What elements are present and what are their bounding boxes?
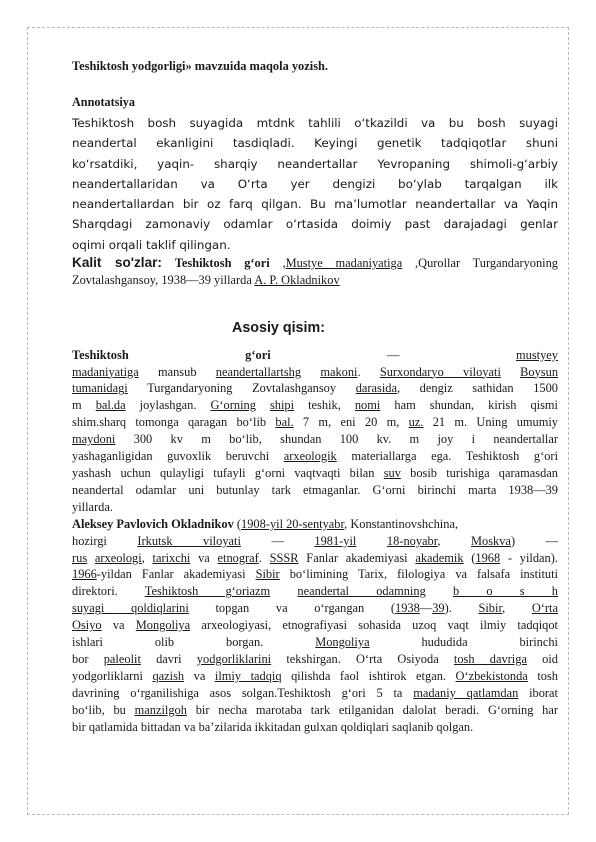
term-bold: Teshiktosh g‘ori xyxy=(72,347,271,362)
text-run: ) — xyxy=(510,533,558,548)
inline-link[interactable]: O‘rta xyxy=(531,601,558,616)
text-run: bo‘lib, bu xyxy=(72,702,135,717)
body-line xyxy=(72,465,558,482)
keyword-term: Teshiktosh g‘ori xyxy=(174,256,270,271)
text-run: 7 m, eni 20 m, xyxy=(293,415,409,430)
text-run: teshik, xyxy=(294,398,355,413)
inline-link[interactable]: 1966 xyxy=(72,567,97,582)
body-text xyxy=(72,347,558,736)
inline-link[interactable]: O‘zbekistonda xyxy=(455,668,528,683)
body-line xyxy=(72,550,558,567)
text-run: va xyxy=(101,618,136,633)
body-line xyxy=(72,651,558,668)
inline-link[interactable]: suyagi qoldiqlarini xyxy=(72,601,189,616)
inline-link[interactable]: 1968 xyxy=(475,550,501,565)
inline-link[interactable]: mustyey xyxy=(516,347,559,362)
inline-link[interactable]: makoni xyxy=(320,364,358,379)
inline-link[interactable]: Mongoliya xyxy=(135,618,191,633)
body-line xyxy=(72,516,558,533)
inline-link[interactable]: bal. xyxy=(275,415,294,430)
text-run xyxy=(301,365,320,379)
text-run: ham shundan, kirish qismi xyxy=(380,398,558,413)
body-line xyxy=(72,634,558,651)
text-run: tosh xyxy=(527,668,558,683)
inline-link[interactable]: maydoni xyxy=(72,432,116,447)
body-line: bir qatlamida bittadan va ba’zilarida ikkitadan gulxan qoldiqlari saqlanib qolgan. xyxy=(72,719,474,734)
text-run: qilishda faol ishtirok etgan. xyxy=(281,668,456,683)
text-run: Fanlar akademiyasi xyxy=(298,550,416,565)
inline-link[interactable]: Sibir xyxy=(478,601,503,616)
annotation-line: Teshiktosh bosh suyagida mtdnk tahlili o‘tkazildi va bu bosh suyagi xyxy=(72,116,558,130)
inline-link[interactable]: etnograf xyxy=(217,550,259,565)
inline-link[interactable]: bal.da xyxy=(95,398,126,413)
text-run: oid xyxy=(526,651,558,666)
body-line xyxy=(72,600,558,617)
inline-link[interactable]: 1981-yil xyxy=(314,533,357,548)
text-run: — xyxy=(419,601,433,616)
inline-link[interactable]: darasida xyxy=(355,381,397,396)
text-run: -yildan Fanlar akademiyasi xyxy=(96,567,256,582)
text-run: ishlari olib borgan. xyxy=(72,635,316,650)
text-run: , xyxy=(502,601,532,616)
inline-link[interactable]: tarixchi xyxy=(152,550,191,565)
text-run: joylashgan. xyxy=(125,398,211,413)
text-run: direktori. xyxy=(72,584,145,599)
annotation-line: oqimi orqali taklif qilingan. xyxy=(72,237,231,252)
body-line: yillarda. xyxy=(72,499,113,514)
inline-link[interactable]: b o s h xyxy=(452,584,558,599)
text-run: va xyxy=(184,668,215,683)
text-run: ( xyxy=(233,516,242,531)
inline-link[interactable]: suv xyxy=(383,466,401,481)
body-line xyxy=(72,702,558,719)
keywords-paragraph xyxy=(72,255,558,289)
body-line xyxy=(72,414,558,431)
text-run: m xyxy=(72,398,96,413)
text-run: hozirgi xyxy=(72,533,138,548)
inline-link[interactable]: tosh davriga xyxy=(453,651,527,666)
term-bold: Aleksey Pavlovich Okladnikov xyxy=(72,516,234,531)
inline-link[interactable]: arxeologi xyxy=(94,550,142,565)
text-run: bir necha marotaba tark etilganidan dalolat beradi. G‘orning har xyxy=(186,702,558,717)
inline-link[interactable]: nomi xyxy=(354,398,381,413)
text-run: ). xyxy=(444,601,479,616)
inline-link[interactable]: yodgorliklarini xyxy=(196,651,272,666)
annotation-line: neandertallaridan va O‘rta yer dengizi bo‘ylab tarqalgan ilk xyxy=(72,176,558,191)
inline-link[interactable]: arxeologik xyxy=(283,449,337,464)
body-line xyxy=(72,533,558,550)
text-run: . xyxy=(258,550,270,565)
keyword-separator: , xyxy=(269,256,286,271)
inline-link[interactable]: 18-noyabr xyxy=(386,533,438,548)
inline-link[interactable]: Teshiktosh g‘oriazm xyxy=(144,584,271,599)
text-run: 300 kv m bo‘lib, shundan 100 kv. m joy i neandertallar xyxy=(115,432,558,447)
annotation-heading: Annotatsiya xyxy=(72,95,135,109)
inline-link[interactable]: ilmiy tadqiq xyxy=(214,668,282,683)
inline-link[interactable]: 1938 xyxy=(395,601,420,616)
text-run: — xyxy=(270,347,517,362)
text-run: — xyxy=(240,533,315,548)
text-run: iborat xyxy=(518,685,558,700)
inline-link[interactable]: neandertallartshg xyxy=(215,364,302,379)
inline-link[interactable]: neandertal odamning xyxy=(297,584,426,599)
body-line xyxy=(72,583,558,600)
text-run: yashash uchun qulayligi tufayli g‘orni vaqtvaqti bilan xyxy=(72,466,384,481)
text-run: davrining o‘rganilishiga asos solgan.Teshiktosh g‘ori 5 ta xyxy=(72,685,414,700)
body-line xyxy=(72,380,558,397)
text-run xyxy=(426,584,453,598)
body-line: neandertal odamlar uni butunlay tark etmaganlar. G‘orni birinchi marta 1938—39 xyxy=(72,482,558,497)
inline-link[interactable]: akademik xyxy=(415,550,464,565)
inline-link[interactable]: Osiyo xyxy=(72,618,102,633)
text-run: arxeologiyasi, etnografiyasi sohasida uzoq vaqt ilmiy tadqiqot xyxy=(190,618,558,633)
body-line xyxy=(72,617,558,634)
inline-link[interactable]: rus xyxy=(72,550,88,565)
text-run: davri xyxy=(140,651,197,666)
text-run: topgan va o‘rgangan ( xyxy=(188,601,396,616)
document-title: Teshiktosh yodgorligi» mavzuida maqola yozish. xyxy=(72,59,329,73)
inline-link[interactable]: uz. xyxy=(408,415,424,430)
text-run: bor xyxy=(72,651,104,666)
text-run: . xyxy=(357,364,380,379)
inline-link[interactable]: 1908-yil 20-sentyabr xyxy=(241,516,345,531)
text-run: 21 m. Uning umumiy xyxy=(423,415,558,430)
body-line xyxy=(72,397,558,414)
inline-link[interactable]: tumanidagi xyxy=(72,381,128,396)
body-line xyxy=(72,347,558,364)
text-run: bo‘limining Tarix, filologiya va falsafa instituti xyxy=(279,567,558,582)
body-line xyxy=(72,448,558,465)
text-run xyxy=(501,365,520,379)
text-run xyxy=(270,584,297,598)
text-run: mansub xyxy=(138,364,216,379)
body-line xyxy=(72,566,558,583)
annotation-line: ko‘rsatdiki, yaqin- sharqiy neandertallar Yevropaning shimoli-g‘arbiy xyxy=(72,156,558,171)
text-run: yodgorliklarni xyxy=(72,668,153,683)
annotation-line: neandertal ekanligini tasdiqladi. Keyingi genetik tadqiqotlar shuni xyxy=(72,136,558,151)
keyword-link[interactable]: Mustye madaniyatiga xyxy=(285,256,403,271)
body-line xyxy=(72,685,558,702)
inline-link[interactable]: 39 xyxy=(432,601,445,616)
text-run: shim.sharq tomonga qaragan bo‘lib xyxy=(72,415,276,430)
annotation-text xyxy=(72,113,558,255)
inline-link[interactable]: G‘orning xyxy=(210,398,256,413)
inline-link[interactable]: shipi xyxy=(269,398,295,413)
inline-link[interactable]: Boysun xyxy=(520,364,559,379)
text-run: bosib turishiga qaramasdan xyxy=(400,466,558,481)
text-run: yashaganligidan guvoxlik beruvchi xyxy=(72,449,284,464)
annotation-line: Sharqdagi zamonaviy odamlar o‘rtasida doimiy past darajadagi genlar xyxy=(72,217,558,232)
annotation-line: neandertallardan bir oz farq qilgan. Bu ma’lumotlar neandertallar va Yaqin xyxy=(72,197,558,212)
document-content xyxy=(72,58,558,736)
inline-link[interactable]: Surxondaryo viloyati xyxy=(379,364,501,379)
section-title: Asosiy qisim: xyxy=(232,319,325,336)
inline-link[interactable]: Irkutsk viloyati xyxy=(137,533,241,548)
text-run: hududida birinchi xyxy=(369,635,558,650)
text-run: materiallarga ega. Teshiktosh g‘ori xyxy=(336,449,559,464)
inline-link[interactable]: manzilgoh xyxy=(134,702,187,717)
text-run xyxy=(356,534,387,548)
inline-link[interactable]: madaniyatiga xyxy=(72,364,139,379)
inline-link[interactable]: paleolit xyxy=(103,651,141,666)
text-run: tekshirgan. O‘rta Osiyoda xyxy=(271,651,454,666)
text-run: Turgandaryoning Zovtalashgansoy xyxy=(127,381,356,396)
body-line xyxy=(72,431,558,448)
inline-link[interactable]: qazish xyxy=(152,668,185,683)
keywords-label: Kalit so'zlar: xyxy=(72,255,162,271)
text-run: - yildan). xyxy=(500,550,558,565)
inline-link[interactable]: Sibir xyxy=(255,567,280,582)
keyword-link[interactable]: A. P. Okladnikov xyxy=(254,272,340,287)
text-run xyxy=(87,551,95,565)
body-line xyxy=(72,668,558,685)
inline-link[interactable]: Mongoliya xyxy=(315,635,370,650)
inline-link[interactable]: SSSR xyxy=(269,550,299,565)
text-run: , xyxy=(437,533,471,548)
text-run xyxy=(256,398,270,412)
body-line xyxy=(72,364,558,381)
keywords-text: ,Qurollar Turgandaryoning Zovtalashgansoy, 1938—39 yillarda xyxy=(72,256,558,287)
text-run: , Konstantinovshchina, xyxy=(344,516,459,531)
text-run: , xyxy=(141,550,153,565)
text-run: va xyxy=(190,550,218,565)
text-run: , dengiz sathidan 1500 xyxy=(396,381,558,396)
text-run: ( xyxy=(463,550,476,565)
inline-link[interactable]: madaniy qatlamdan xyxy=(413,685,519,700)
inline-link[interactable]: Moskva xyxy=(471,533,511,548)
